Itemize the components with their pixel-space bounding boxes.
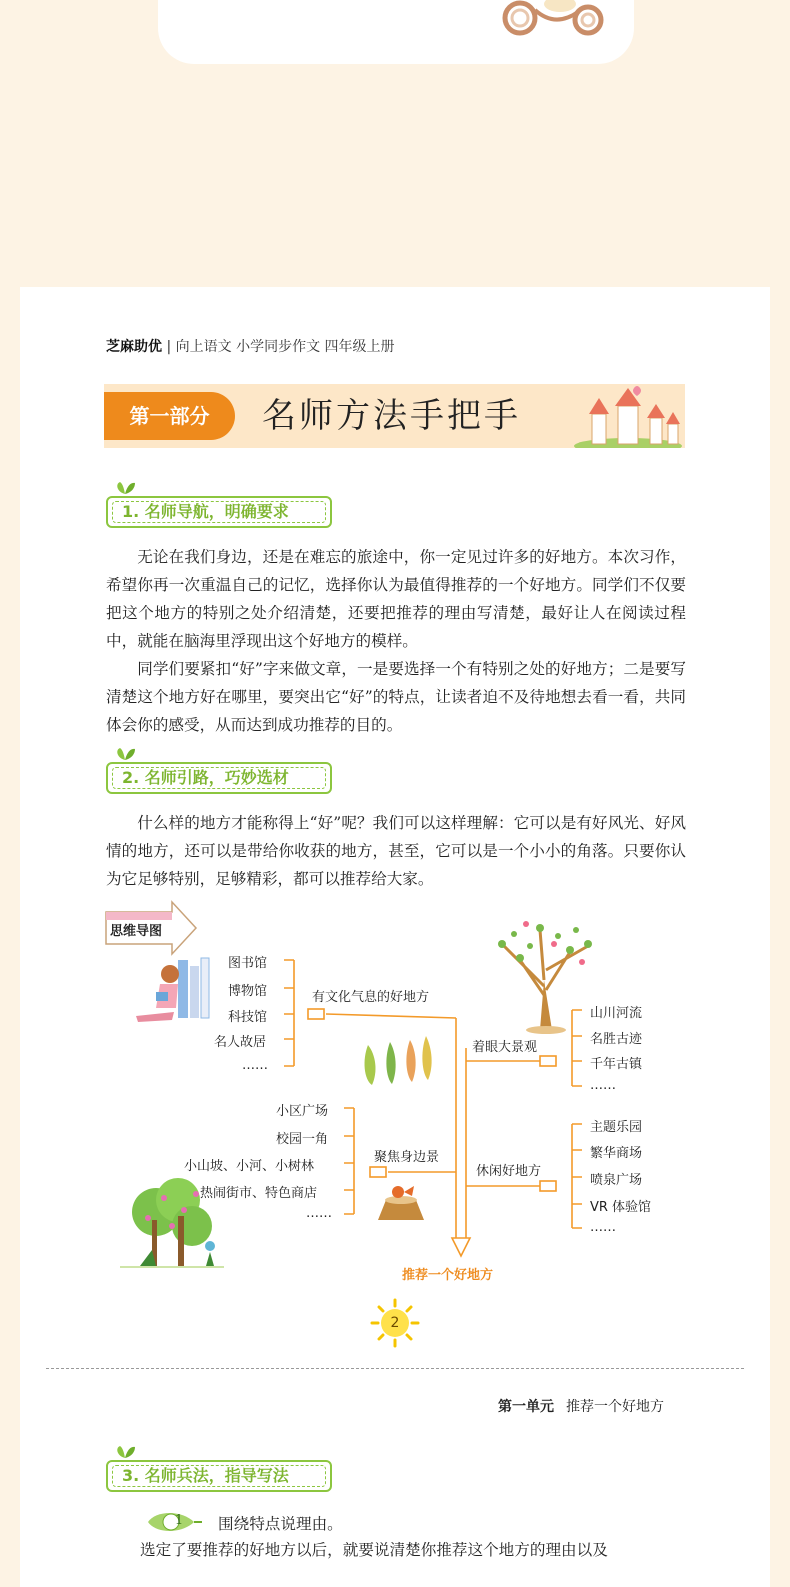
header-separator: | <box>166 339 172 355</box>
paragraph: 同学们要紧扣“好”字来做文章，一是要选择一个有特别之处的好地方；二是要写清楚这个地方好在哪里，要突出它“好”的特点，让读者迫不及待地想去看一看，共同体会你的感受，从而达到成功推荐的目的。 <box>106 660 686 734</box>
mind-map-branch-label: 聚焦身边景 <box>374 1150 440 1165</box>
part-title: 名师方法手把手 <box>262 396 521 436</box>
section-heading-3 <box>106 1460 332 1492</box>
mind-map-item: 校园一角 <box>276 1132 329 1147</box>
mind-map-item: 博物馆 <box>228 984 268 999</box>
mind-map-item: …… <box>590 1220 616 1235</box>
section-heading-1 <box>106 496 332 528</box>
mind-map-item: 图书馆 <box>228 956 268 971</box>
mind-map-lines <box>100 900 740 1290</box>
page-divider <box>46 1368 744 1369</box>
paragraph: 什么样的地方才能称得上“好”呢？我们可以这样理解：它可以是有好风光、好风情的地方，还可以是带给你收获的地方，甚至，它可以是一个小小的角落。只要你认为它足够特别，足够精彩，都可以推荐给大家。 <box>106 814 686 888</box>
mind-map-item: 科技馆 <box>228 1010 268 1025</box>
step-label: 围绕特点说理由。 <box>218 1515 343 1533</box>
mind-map-item: 热闹街市、特色商店 <box>200 1186 318 1201</box>
mind-map-item: 千年古镇 <box>590 1057 643 1072</box>
mind-map-item: …… <box>306 1206 332 1221</box>
mind-map-tag: 思维导图 <box>110 924 163 939</box>
mind-map-item: 名胜古迹 <box>590 1032 643 1047</box>
mind-map <box>100 900 740 1290</box>
leaf-icon <box>114 1444 136 1458</box>
series-title: 向上语文 小学同步作文 四年级上册 <box>175 339 395 355</box>
section-title: 2. 名师引路，巧妙选材 <box>122 768 289 787</box>
mind-map-item: …… <box>242 1058 268 1073</box>
castle-illustration <box>572 384 685 448</box>
cut-off-line: 选定了要推荐的好地方以后，就要说清楚你推荐这个地方的理由以及 <box>140 1541 608 1559</box>
bicycle-illustration <box>500 0 610 42</box>
mind-map-root: 推荐一个好地方 <box>402 1268 494 1283</box>
page-number: 2 <box>390 1315 400 1331</box>
brand-name: 芝麻助优 <box>106 339 162 355</box>
running-header <box>106 336 395 356</box>
mind-map-item: 喷泉广场 <box>590 1173 643 1188</box>
leaf-icon <box>114 480 136 494</box>
mind-map-branch-label: 着眼大景观 <box>472 1040 538 1055</box>
mind-map-item: 山川河流 <box>590 1006 643 1021</box>
step-number: 1 <box>174 1513 184 1528</box>
section2-body <box>106 809 686 893</box>
mind-map-item: 小山坡、小河、小树林 <box>184 1159 315 1174</box>
mind-map-branch-label: 休闲好地方 <box>476 1164 542 1179</box>
section-title: 3. 名师兵法，指导写法 <box>122 1466 289 1485</box>
part-label: 第一部分 <box>104 392 235 440</box>
unit-label: 第一单元 <box>498 1399 554 1415</box>
unit-topic: 推荐一个好地方 <box>566 1399 664 1415</box>
mind-map-item: 小区广场 <box>276 1104 329 1119</box>
section1-body <box>106 543 686 739</box>
mind-map-item: 繁华商场 <box>590 1146 643 1161</box>
leaf-icon <box>114 746 136 760</box>
mind-map-item: …… <box>590 1078 616 1093</box>
paragraph: 无论在我们身边，还是在难忘的旅途中，你一定见过许多的好地方。本次习作，希望你再一次重温自己的记忆，选择你认为最值得推荐的一个好地方。同学们不仅要把这个地方的特别之处介绍清楚，还要把推荐的理由写清楚，最好让人在阅读过程中，就能在脑海里浮现出这个好地方的模样。 <box>106 548 686 650</box>
section-title: 1. 名师导航，明确要求 <box>122 502 289 521</box>
section-heading-2 <box>106 762 332 794</box>
running-footer <box>498 1396 664 1416</box>
mind-map-item: VR 体验馆 <box>590 1200 652 1215</box>
mind-map-branch-label: 有文化气息的好地方 <box>312 990 430 1005</box>
mind-map-item: 名人故居 <box>214 1035 267 1050</box>
mind-map-item: 主题乐园 <box>590 1120 643 1135</box>
